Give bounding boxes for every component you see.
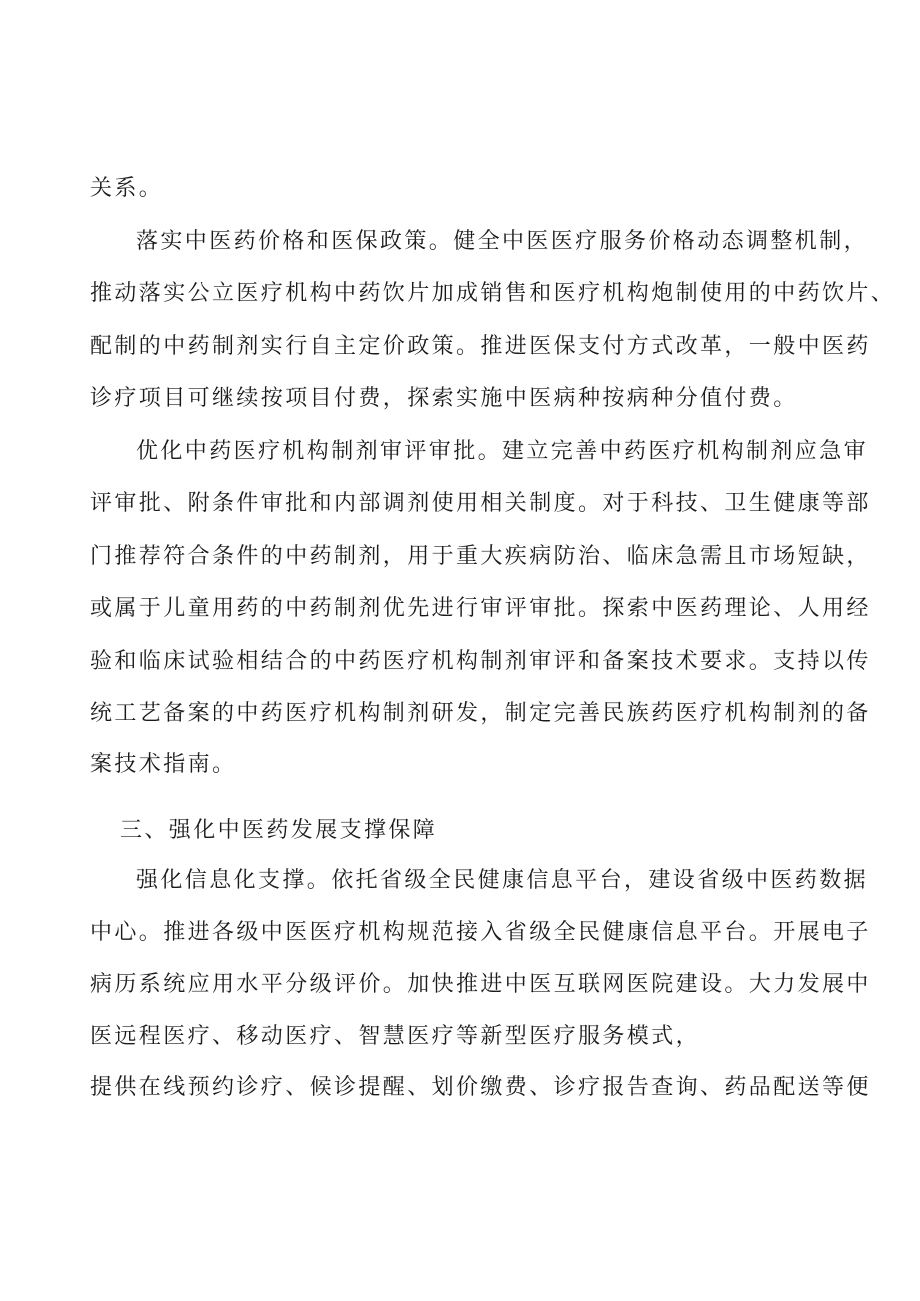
paragraph-line: 提供在线预约诊疗、候诊提醒、划价缴费、诊疗报告查询、药品配送等便 <box>90 1075 871 1100</box>
paragraph-line: 配制的中药制剂实行自主定价政策。推进医保支付方式改革，一般中医药 <box>90 334 871 359</box>
paragraph-line: 落实中医药价格和医保政策。健全中医医疗服务价格动态调整机制， <box>136 229 869 254</box>
paragraph-line: 优化中药医疗机构制剂审评审批。建立完善中药医疗机构制剂应急审 <box>136 439 869 464</box>
paragraph-line: 推动落实公立医疗机构中药饮片加成销售和医疗机构炮制使用的中药饮片、 <box>90 281 896 306</box>
paragraph-line: 诊疗项目可继续按项目付费，探索实施中医病种按病种分值付费。 <box>90 386 798 411</box>
paragraph-line: 或属于儿童用药的中药制剂优先进行审评审批。探索中医药理论、人用经 <box>90 596 871 621</box>
paragraph-line: 门推荐符合条件的中药制剂，用于重大疾病防治、临床急需且市场短缺， <box>90 544 871 569</box>
paragraph-line: 关系。 <box>90 176 164 201</box>
paragraph-line: 中心。推进各级中医医疗机构规范接入省级全民健康信息平台。开展电子 <box>90 920 871 945</box>
paragraph-line: 评审批、附条件审批和内部调剂使用相关制度。对于科技、卫生健康等部 <box>90 491 871 516</box>
paragraph-line: 医远程医疗、移动医疗、智慧医疗等新型医疗服务模式， <box>90 1024 701 1049</box>
paragraph-line: 验和临床试验相结合的中药医疗机构制剂审评和备案技术要求。支持以传 <box>90 649 871 674</box>
paragraph-line: 病历系统应用水平分级评价。加快推进中医互联网医院建设。大力发展中 <box>90 972 871 997</box>
paragraph-line: 强化信息化支撑。依托省级全民健康信息平台，建设省级中医药数据 <box>136 868 869 893</box>
section-heading: 三、强化中医药发展支撑保障 <box>120 818 438 843</box>
paragraph-line: 统工艺备案的中药医疗机构制剂研发，制定完善民族药医疗机构制剂的备 <box>90 701 871 726</box>
paragraph-line: 案技术指南。 <box>90 752 237 777</box>
